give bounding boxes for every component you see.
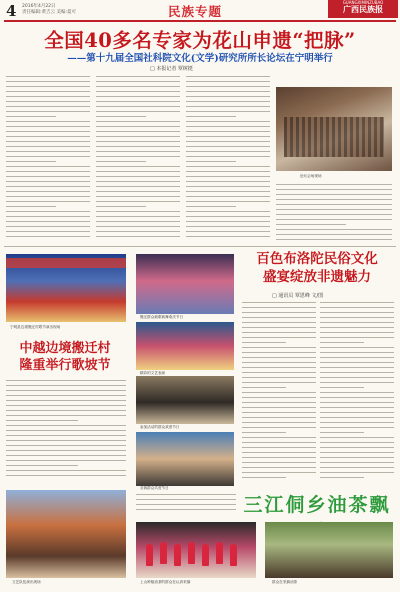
text-line [96, 106, 180, 107]
text-line [186, 86, 270, 87]
text-line [320, 382, 394, 383]
forum-photo-caption: 论坛会场现场 [300, 174, 322, 178]
text-line [6, 465, 78, 466]
lead-body-col-3 [186, 76, 270, 244]
text-line [96, 91, 180, 92]
text-line [186, 176, 270, 177]
text-line [276, 229, 392, 230]
text-line [6, 380, 126, 381]
text-line [186, 151, 270, 152]
text-line [96, 211, 180, 212]
text-line [6, 420, 78, 421]
text-line [242, 437, 316, 438]
text-line [6, 186, 90, 187]
text-line [96, 231, 180, 232]
text-line [320, 387, 364, 388]
text-line [96, 201, 180, 202]
gepo-body-text [6, 380, 126, 484]
text-line [6, 211, 90, 212]
text-line [6, 131, 90, 132]
text-line [320, 462, 394, 463]
text-line [242, 417, 316, 418]
gepo-festival-photo [6, 254, 126, 322]
text-line [320, 467, 394, 468]
header-rule [4, 20, 396, 22]
text-line [242, 432, 286, 433]
text-line [186, 121, 270, 122]
baise-headline-line-1: 百色布洛陀民俗文化 [256, 251, 378, 267]
text-line [6, 76, 90, 77]
text-line [96, 221, 180, 222]
oil-tea-photo-2 [265, 522, 393, 578]
text-line [320, 442, 394, 443]
text-line [186, 171, 270, 172]
text-line [6, 470, 126, 471]
text-line [242, 452, 316, 453]
text-line [320, 412, 394, 413]
text-line [6, 221, 90, 222]
text-line [96, 126, 180, 127]
festival-photo-2 [136, 322, 234, 370]
text-line [96, 166, 180, 167]
text-line [320, 322, 394, 323]
page-number: 4 [6, 2, 17, 20]
baise-headline [243, 250, 391, 286]
text-line [136, 499, 236, 500]
text-line [186, 166, 270, 167]
text-line [6, 445, 126, 446]
festival-photo-3 [136, 376, 234, 424]
text-line [186, 206, 236, 207]
text-line [320, 372, 394, 373]
text-line [6, 405, 126, 406]
text-line [186, 131, 270, 132]
text-line [6, 101, 90, 102]
baise-body-col-2 [320, 302, 394, 482]
text-line [6, 151, 90, 152]
text-line [242, 342, 286, 343]
festival-caption-2: 精彩的文艺表演 [140, 371, 166, 375]
text-line [242, 307, 316, 308]
text-line [96, 156, 180, 157]
text-line [186, 186, 270, 187]
text-line [242, 457, 316, 458]
text-line [6, 156, 90, 157]
text-line [96, 131, 180, 132]
text-line [276, 214, 392, 215]
text-line [242, 367, 316, 368]
text-line [96, 121, 180, 122]
logo-name: 广西民族报 [343, 4, 383, 14]
lead-headline: 全国40多名专家为花山申遗“把脉” [44, 29, 356, 52]
text-line [276, 184, 392, 185]
text-line [276, 219, 392, 220]
text-line [186, 201, 270, 202]
text-line [186, 221, 270, 222]
text-line [6, 415, 126, 416]
text-line [96, 101, 180, 102]
text-line [6, 166, 90, 167]
text-line [96, 171, 180, 172]
text-line [242, 442, 316, 443]
text-line [6, 440, 126, 441]
text-line [320, 402, 394, 403]
text-line [242, 467, 316, 468]
forum-photo [276, 87, 392, 171]
text-line [186, 141, 270, 142]
text-line [242, 387, 286, 388]
text-line [320, 347, 394, 348]
text-line [6, 201, 90, 202]
issue-date: 2016年4月22日 [22, 4, 56, 9]
text-line [6, 141, 90, 142]
text-line [6, 435, 126, 436]
text-line [6, 91, 90, 92]
text-line [242, 362, 316, 363]
text-line [96, 206, 146, 207]
gepo-headline [6, 340, 124, 374]
baise-body-col-1 [242, 302, 316, 482]
text-line [6, 425, 126, 426]
text-line [6, 86, 90, 87]
text-line [136, 509, 236, 510]
text-line [6, 236, 90, 237]
text-line [6, 231, 90, 232]
text-line [276, 234, 392, 235]
text-line [96, 86, 180, 87]
gepo-photo-caption: 宁明县边境搬迁村歌节演出现场 [10, 325, 61, 329]
text-line [96, 176, 180, 177]
text-line [136, 494, 236, 495]
oil-tea-caption-1: 上山种植油茶的群众在认真采摘 [140, 580, 191, 584]
text-line [186, 81, 270, 82]
text-line [186, 136, 270, 137]
text-line [6, 96, 90, 97]
text-line [242, 402, 316, 403]
text-line [242, 397, 316, 398]
text-line [6, 475, 126, 476]
text-line [276, 189, 392, 190]
text-line [242, 317, 316, 318]
text-line [96, 151, 180, 152]
text-line [186, 116, 236, 117]
text-line [320, 417, 394, 418]
text-line [6, 226, 90, 227]
text-line [320, 302, 394, 303]
performance-photo [6, 490, 126, 578]
text-line [6, 181, 90, 182]
text-line [6, 430, 126, 431]
text-line [320, 392, 394, 393]
text-line [186, 226, 270, 227]
text-line [6, 121, 90, 122]
text-line [242, 377, 316, 378]
gepo-headline-line-1: 中越边境搬迁村 [19, 341, 111, 356]
text-line [242, 352, 316, 353]
text-line [96, 76, 180, 77]
text-line [96, 141, 180, 142]
text-line [320, 437, 394, 438]
text-line [96, 96, 180, 97]
text-line [6, 395, 126, 396]
text-line [320, 342, 364, 343]
festival-caption-1: 搬迁群众载歌载舞欢庆节日 [140, 315, 184, 319]
text-line [242, 372, 316, 373]
newspaper-logo [328, 0, 398, 18]
text-line [6, 126, 90, 127]
text-line [6, 191, 90, 192]
text-line [242, 302, 316, 303]
text-line [6, 400, 126, 401]
text-line [320, 472, 394, 473]
text-line [136, 504, 236, 505]
text-line [242, 312, 316, 313]
text-line [276, 199, 392, 200]
logo-latin: GUANGXIMINZUBAO [342, 0, 384, 5]
text-line [186, 111, 270, 112]
text-line [186, 191, 270, 192]
text-line [186, 231, 270, 232]
sanjiang-headline: 三江侗乡油茶飘 [243, 494, 391, 516]
text-line [186, 236, 270, 237]
text-line [96, 116, 146, 117]
text-line [186, 211, 270, 212]
text-line [242, 412, 316, 413]
text-line [6, 455, 126, 456]
text-line [186, 106, 270, 107]
text-line [242, 427, 316, 428]
text-line [6, 106, 90, 107]
text-line [242, 332, 316, 333]
baise-byline: □ 通讯员 覃恩峰 文/图 [272, 293, 324, 299]
text-line [242, 327, 316, 328]
text-line [186, 181, 270, 182]
text-line [6, 146, 90, 147]
text-line [320, 312, 394, 313]
text-line [96, 81, 180, 82]
text-line [320, 327, 394, 328]
text-line [320, 377, 394, 378]
text-line [186, 96, 270, 97]
text-line [242, 347, 316, 348]
performance-caption: 文艺队伍演出现场 [12, 580, 41, 584]
text-line [320, 307, 394, 308]
text-line [96, 186, 180, 187]
festival-caption-3: 参加活动的群众欢度节日 [140, 425, 180, 429]
text-line [96, 226, 180, 227]
text-line [320, 352, 394, 353]
text-line [186, 76, 270, 77]
gepo-headline-line-2: 隆重举行歌坡节 [19, 358, 111, 373]
text-line [6, 111, 90, 112]
text-line [242, 322, 316, 323]
text-line [320, 452, 394, 453]
text-line [186, 126, 270, 127]
text-line [6, 171, 90, 172]
text-line [242, 422, 316, 423]
lead-byline: □ 本报记者 覃树挺 [150, 66, 193, 72]
text-line [242, 337, 316, 338]
oil-tea-photo-1 [136, 522, 256, 578]
text-line [6, 81, 90, 82]
text-line [320, 432, 364, 433]
text-line [6, 216, 90, 217]
oil-tea-caption-2: 群众在采摘油茶 [272, 580, 298, 584]
section-title: 民族专题 [168, 4, 223, 19]
text-line [96, 236, 180, 237]
text-line [96, 181, 180, 182]
text-line [276, 204, 392, 205]
text-line [96, 146, 180, 147]
baise-headline-line-2: 盛宴绽放非遗魅力 [263, 269, 371, 285]
festival-caption-4: 各族群众共度节日 [140, 486, 169, 490]
editors-line: 责任编辑:黄吉云 美编:夏可 [22, 10, 76, 15]
text-line [276, 239, 392, 240]
sanjiang-body-text [136, 494, 236, 518]
text-line [6, 176, 90, 177]
text-line [6, 385, 126, 386]
text-line [186, 196, 270, 197]
text-line [242, 357, 316, 358]
text-line [6, 460, 126, 461]
festival-photo-4 [136, 432, 234, 486]
text-line [186, 101, 270, 102]
lead-body-col-2 [96, 76, 180, 244]
text-line [6, 116, 56, 117]
text-line [320, 357, 394, 358]
text-line [320, 427, 394, 428]
text-line [242, 477, 286, 478]
text-line [186, 91, 270, 92]
text-line [6, 450, 126, 451]
text-line [320, 447, 394, 448]
text-line [186, 156, 270, 157]
section-divider [4, 246, 396, 247]
text-line [96, 216, 180, 217]
text-line [6, 390, 126, 391]
text-line [186, 216, 270, 217]
text-line [242, 447, 316, 448]
text-line [186, 161, 236, 162]
text-line [96, 161, 146, 162]
text-line [276, 194, 392, 195]
text-line [6, 161, 56, 162]
text-line [96, 111, 180, 112]
text-line [186, 146, 270, 147]
text-line [242, 392, 316, 393]
text-line [320, 337, 394, 338]
text-line [242, 472, 316, 473]
text-line [96, 136, 180, 137]
text-line [6, 206, 56, 207]
lead-body-col-1 [6, 76, 90, 244]
text-line [96, 191, 180, 192]
text-line [320, 397, 394, 398]
issue-meta [22, 4, 76, 16]
text-line [242, 462, 316, 463]
text-line [320, 367, 394, 368]
festival-photo-1 [136, 254, 234, 314]
text-line [6, 196, 90, 197]
text-line [242, 382, 316, 383]
text-line [320, 317, 394, 318]
text-line [6, 410, 126, 411]
text-line [320, 332, 394, 333]
lead-body-col-4 [276, 184, 392, 244]
text-line [320, 407, 394, 408]
text-line [320, 477, 364, 478]
text-line [242, 407, 316, 408]
text-line [6, 136, 90, 137]
text-line [96, 196, 180, 197]
text-line [276, 209, 392, 210]
lead-subhead: ——第十九届全国社科院文化(文学)研究所所长论坛在宁明举行 [67, 53, 333, 64]
text-line [276, 224, 346, 225]
text-line [320, 422, 394, 423]
text-line [320, 362, 394, 363]
text-line [320, 457, 394, 458]
